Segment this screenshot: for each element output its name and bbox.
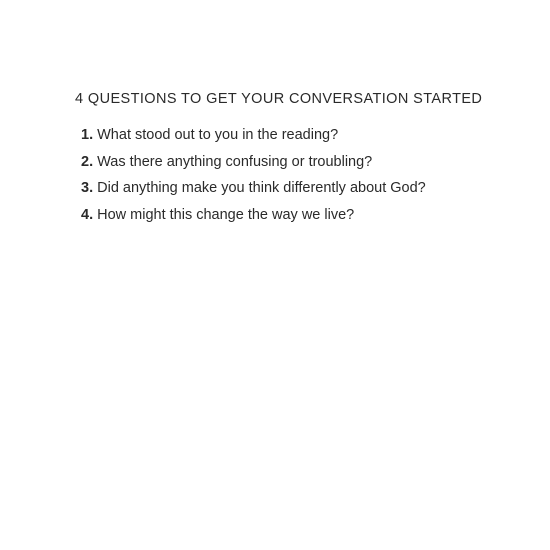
question-number: 4. <box>81 206 94 223</box>
question-number: 2. <box>81 153 94 170</box>
question-list <box>81 122 426 228</box>
section-heading: 4 QUESTIONS TO GET YOUR CONVERSATION STARTED <box>75 91 483 107</box>
question-item-1 <box>81 122 426 149</box>
question-text: What stood out to you in the reading? <box>97 127 339 143</box>
question-item-2 <box>81 149 426 176</box>
question-text: How might this change the way we live? <box>97 206 355 223</box>
question-number: 3. <box>81 180 94 196</box>
question-text: Was there anything confusing or troubling? <box>97 153 373 170</box>
question-text: Did anything make you think differently about God? <box>97 180 426 196</box>
question-item-4 <box>81 202 426 229</box>
question-number: 1. <box>81 127 94 143</box>
question-item-3 <box>81 175 426 202</box>
